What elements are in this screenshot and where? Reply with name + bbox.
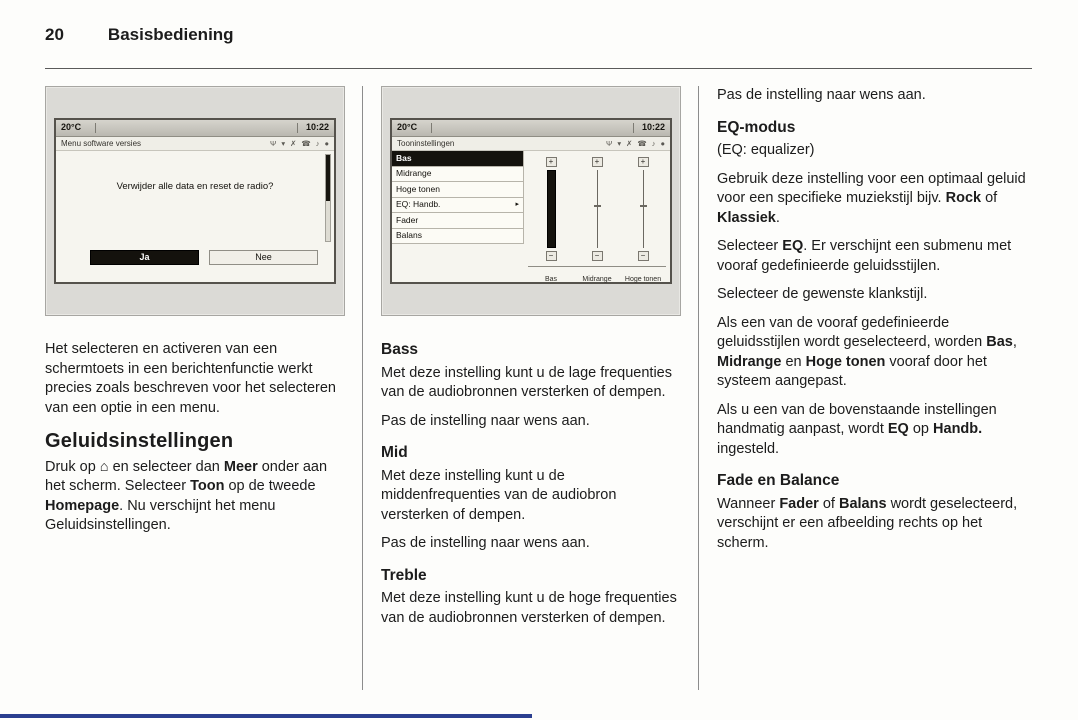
- body-paragraph: Selecteer EQ. Er verschijnt een submenu met vooraf gedefinieerde geluidsstijlen.: [717, 238, 1012, 274]
- scrollbar[interactable]: [325, 154, 331, 242]
- slider-midrange[interactable]: [574, 157, 620, 266]
- dialog-message: Verwijder alle data en reset de radio?: [116, 181, 274, 192]
- screenshot-reset-dialog: [45, 86, 345, 316]
- body-paragraph: Wanneer Fader of Balans wordt geselecteerd, verschijnt er een afbeelding rechts op het scherm.: [717, 495, 1018, 551]
- body-paragraph: Selecteer de gewenste klankstijl.: [717, 286, 928, 302]
- radio-display: [390, 118, 672, 284]
- section-heading-treble: Treble: [381, 566, 427, 584]
- record-icon: ●: [324, 138, 329, 148]
- mute-icon: ✗: [626, 138, 633, 148]
- slider-track[interactable]: [574, 170, 620, 248]
- display-menubar: [56, 137, 334, 151]
- body-paragraph: Druk op ⌂ en selecteer dan Meer onder aan het scherm. Selecteer Toon op de tweede Homepage. Nu verschijnt het menu Geluidsinstellingen.: [45, 458, 328, 533]
- list-item-label: EQ: Handb.: [396, 199, 441, 209]
- body-paragraph: Pas de instelling naar wens aan.: [381, 412, 590, 429]
- slider-track[interactable]: [620, 170, 666, 248]
- confirm-dialog: [56, 151, 334, 282]
- column-middle: [363, 86, 699, 690]
- body-paragraph: Met deze instelling kunt u de hoge frequenties van de audiobronnen versterken of dempen.: [381, 590, 677, 626]
- body-paragraph: Pas de instelling naar wens aan.: [381, 535, 590, 551]
- body-paragraph: Als een van de vooraf gedefinieerde geluidsstijlen wordt geselecteerd, worden Bas, Midrange en Hoge tonen vooraf door het systeem aangepast.: [717, 314, 1017, 389]
- menu-title: Menu software versies: [61, 138, 142, 148]
- plus-button[interactable]: +: [638, 157, 649, 167]
- page-number: 20: [45, 25, 64, 44]
- slider-label-hoge-tonen: Hoge tonen: [620, 266, 666, 282]
- minus-button[interactable]: −: [638, 251, 649, 261]
- section-heading-fade: Fade en Balance: [717, 472, 840, 489]
- minus-button[interactable]: −: [546, 251, 557, 261]
- submenu-arrow-icon: ▸: [515, 201, 519, 208]
- list-item-balans[interactable]: Balans: [392, 229, 524, 245]
- section-heading-mid: Mid: [381, 444, 408, 461]
- phone-icon: ☎: [637, 138, 647, 148]
- slider-label-bas: Bas: [528, 266, 574, 282]
- slider-bas[interactable]: [528, 157, 574, 266]
- screenshot-tone-settings: [381, 86, 681, 316]
- page-title: Basisbediening: [107, 25, 234, 44]
- mute-icon: ✗: [290, 138, 297, 148]
- content-columns: [45, 86, 1032, 690]
- column-left: [45, 86, 363, 690]
- page-header: [45, 0, 1032, 69]
- minus-button[interactable]: −: [592, 251, 603, 261]
- radio-display: [54, 118, 336, 284]
- tone-settings-list: [392, 151, 524, 282]
- signal-icon: Ψ: [270, 138, 277, 148]
- signal-icon: Ψ: [606, 138, 613, 148]
- slider-hoge-tonen[interactable]: [620, 157, 666, 266]
- no-button[interactable]: Nee: [209, 250, 318, 265]
- body-paragraph: Gebruik deze instelling voor een optimaal geluid voor een specifieke muziekstijl bijv. Rock of Klassiek.: [717, 170, 1026, 226]
- audio-icon: ♪: [651, 138, 656, 148]
- section-heading-eq: EQ-modus: [717, 118, 796, 136]
- list-item-hoge-tonen[interactable]: Hoge tonen: [392, 182, 524, 198]
- audio-icon: ♪: [315, 138, 320, 148]
- slider-line: [597, 170, 598, 248]
- statusbar-divider: [95, 123, 96, 133]
- clock-readout: 10:22: [641, 122, 665, 133]
- list-item-midrange[interactable]: Midrange: [392, 167, 524, 183]
- slider-tick[interactable]: [594, 205, 601, 207]
- chevron-icon: ▾: [617, 138, 622, 148]
- slider-line: [643, 170, 644, 248]
- yes-button[interactable]: Ja: [90, 250, 199, 265]
- chapter-heading: Geluidsinstellingen: [45, 430, 234, 452]
- list-item-bas[interactable]: Bas: [392, 151, 524, 167]
- chevron-icon: ▾: [281, 138, 286, 148]
- slider-track[interactable]: [528, 170, 574, 248]
- statusbar-divider: [297, 123, 298, 133]
- body-paragraph: Pas de instelling naar wens aan.: [717, 87, 926, 103]
- scan-edge-artifact: [0, 714, 532, 718]
- phone-icon: ☎: [301, 138, 311, 148]
- body-paragraph: Als u een van de bovenstaande instellingen handmatig aanpast, wordt EQ op Handb. ingesteld.: [717, 401, 997, 457]
- clock-readout: 10:22: [305, 122, 329, 133]
- column-right: [699, 86, 1029, 690]
- dialog-buttons: [90, 250, 318, 265]
- slider-tick[interactable]: [640, 205, 647, 207]
- plus-button[interactable]: +: [546, 157, 557, 167]
- body-paragraph: Met deze instelling kunt u de middenfrequenties van de audiobron versterken of dempen.: [381, 467, 617, 523]
- plus-button[interactable]: +: [592, 157, 603, 167]
- body-paragraph: Met deze instelling kunt u de lage frequenties van de audiobronnen versterken of dempen.: [381, 364, 672, 400]
- slider-label-midrange: Midrange: [574, 266, 620, 282]
- record-icon: ●: [660, 138, 665, 148]
- eq-subnote: (EQ: equalizer): [717, 142, 815, 158]
- list-item-fader[interactable]: Fader: [392, 213, 524, 229]
- sliders-panel: [524, 151, 670, 282]
- statusbar-divider: [431, 123, 432, 133]
- menu-title: Tooninstellingen: [397, 138, 455, 148]
- scrollbar-thumb[interactable]: [326, 155, 330, 201]
- temperature-readout: 20°C: [61, 122, 82, 133]
- body-paragraph: Het selecteren en activeren van een schermtoets in een berichtenfunctie werkt precies zoals beschreven voor het selecteren van een optie in een menu.: [45, 341, 336, 416]
- display-menubar: [392, 137, 670, 151]
- section-heading-bass: Bass: [381, 341, 419, 358]
- statusbar-divider: [633, 123, 634, 133]
- tone-settings-screen: [392, 151, 670, 282]
- slider-level-bar[interactable]: [547, 170, 556, 248]
- temperature-readout: 20°C: [397, 122, 418, 133]
